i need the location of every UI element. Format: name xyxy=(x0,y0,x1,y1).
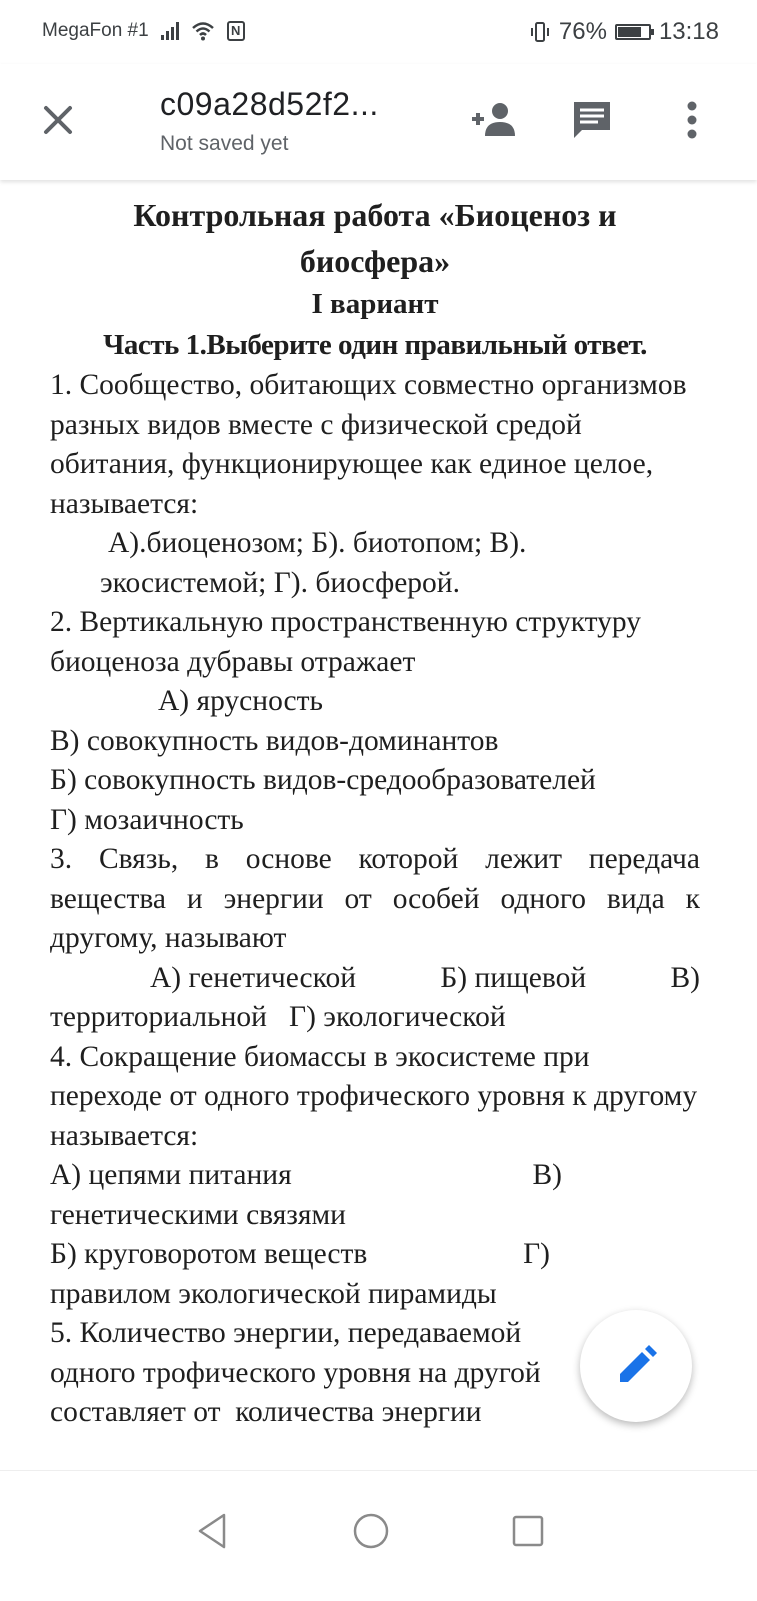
share-button[interactable] xyxy=(468,94,520,146)
close-button[interactable] xyxy=(38,100,78,140)
question-5-line1: 5. Количество энергии, передаваемой xyxy=(50,1317,522,1349)
recents-icon xyxy=(510,1513,546,1549)
question-4-option-v-text: генетическими связями xyxy=(50,1198,346,1231)
question-4-option-g-text: правилом экологической пирамиды xyxy=(50,1277,497,1310)
clock: 13:18 xyxy=(658,18,719,45)
app-bar xyxy=(0,64,757,180)
question-4-options-line1 xyxy=(50,1156,700,1196)
battery-percent: 76% xyxy=(558,18,607,45)
question-2-text: 2. Вертикальную пространственную структуру биоценоза дубравы отражает xyxy=(50,606,642,678)
status-left xyxy=(42,20,245,42)
wifi-icon xyxy=(191,21,215,41)
question-4-option-v: В) xyxy=(532,1159,562,1191)
question-4-option-b: Б) круговоротом веществ xyxy=(50,1238,368,1270)
battery-icon xyxy=(615,24,651,40)
question-5-line3: составляет от количества энергии xyxy=(50,1396,482,1428)
comment-icon xyxy=(570,98,614,142)
question-2-option-a: А) ярусность xyxy=(158,685,323,717)
more-options-button[interactable] xyxy=(666,94,718,146)
question-1-options-line1: А).биоценозом; Б). биотопом; В). xyxy=(108,527,527,559)
document-title: c09a28d52f2... xyxy=(160,86,379,122)
heading-title-line1: Контрольная работа «Биоценоз и xyxy=(133,197,617,233)
heading-part: Часть 1.Выберите один правильный ответ. xyxy=(103,329,647,361)
more-vert-icon xyxy=(686,100,698,140)
question-3-option-a: А) генетической xyxy=(150,961,356,994)
heading-variant: I вариант xyxy=(311,288,439,320)
question-2-option-v: В) совокупность видов-доминантов xyxy=(50,724,499,757)
question-2-option-b: Б) совокупность видов-средообразователей xyxy=(50,764,596,796)
question-1-text: 1. Сообщество, обитающих совместно организмов разных видов вместе с физической средой обитания, функционирующее как единое целое, называется: xyxy=(50,369,687,520)
question-4-option-g: Г) xyxy=(523,1238,550,1270)
question-1-options-line2: экосистемой; Г). биосферой. xyxy=(100,566,460,599)
recents-button[interactable] xyxy=(498,1501,558,1561)
question-4-text: 4. Сокращение биомассы в экосистеме при переходе от одного трофического уровня к другому называется: xyxy=(50,1040,698,1152)
vibrate-icon xyxy=(529,21,551,43)
home-button[interactable] xyxy=(341,1501,401,1561)
comments-button[interactable] xyxy=(566,94,618,146)
system-nav-bar xyxy=(0,1470,757,1601)
carrier-label: MegaFon #1 xyxy=(42,20,149,41)
question-4-options-line3 xyxy=(50,1235,700,1275)
back-icon xyxy=(194,1511,230,1551)
back-button[interactable] xyxy=(182,1501,242,1561)
question-3-option-b: Б) пищевой xyxy=(440,961,587,994)
edit-fab-button[interactable] xyxy=(580,1310,692,1422)
question-2-option-g: Г) мозаичность xyxy=(50,803,244,836)
nfc-icon: N xyxy=(227,21,245,41)
close-icon xyxy=(38,100,78,140)
signal-icon xyxy=(161,22,179,40)
question-4-option-a: А) цепями питания xyxy=(50,1159,292,1191)
home-icon xyxy=(351,1511,391,1551)
save-status: Not saved yet xyxy=(160,132,289,155)
question-3-options-line2: территориальной Г) экологической xyxy=(50,1001,506,1033)
add-person-icon xyxy=(469,100,519,140)
document-body[interactable] xyxy=(0,180,757,1470)
question-3-text: 3. Связь, в основе которой лежит передача вещества и энергии от особей одного вида к другому, называют xyxy=(50,843,700,954)
heading-title-line2: биосфера» xyxy=(299,243,451,279)
question-5-line2: одного трофического уровня на другой xyxy=(50,1356,541,1389)
document-content xyxy=(50,192,700,1433)
edit-pencil-icon xyxy=(614,1344,658,1388)
question-3-options-line1 xyxy=(50,959,700,999)
status-right xyxy=(529,18,719,46)
question-3-option-v: В) xyxy=(670,961,700,994)
status-bar xyxy=(0,0,757,64)
